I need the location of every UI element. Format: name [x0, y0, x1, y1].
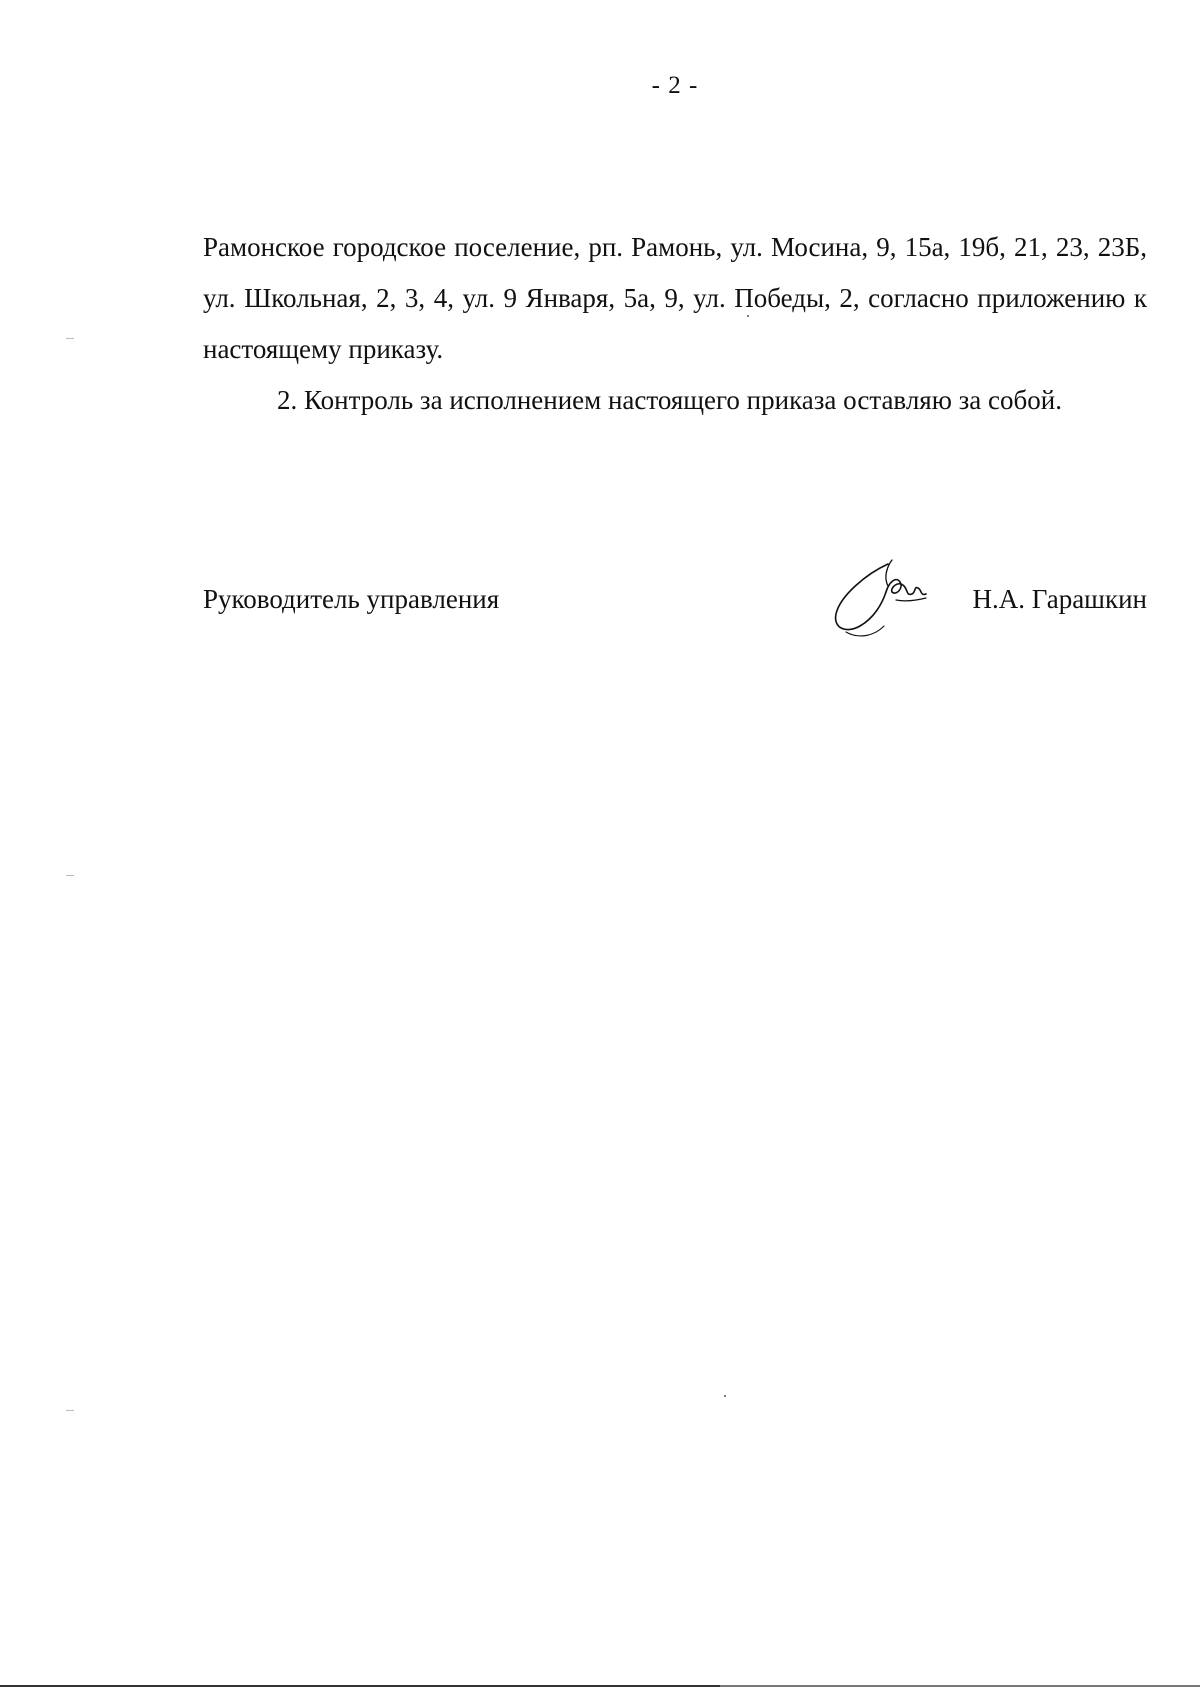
- paragraph-control-clause: 2. Контроль за исполнением настоящего приказа оставляю за собой.: [277, 385, 1062, 415]
- margin-mark: [66, 338, 74, 339]
- handwritten-signature: [826, 556, 936, 646]
- signer-position: Руководитель управления: [203, 584, 500, 614]
- margin-mark: [66, 875, 74, 876]
- margin-mark: [66, 1410, 74, 1411]
- paragraph-address-list: Рамонское городское поселение, рп. Рамонь, ул. Мосина, 9, 15а, 19б, 21, 23, 23Б, ул. Школьная, 2, 3, 4, ул. 9 Января, 5а, 9, ул. Победы, 2, согласно приложению к настоящему приказу.: [203, 232, 1147, 364]
- signature-block: [203, 562, 1147, 642]
- document-body: [203, 222, 1147, 426]
- scan-artifact: [747, 315, 749, 317]
- signer-name: Н.А. Гарашкин: [972, 584, 1147, 614]
- page-number: - 2 -: [651, 72, 699, 99]
- scan-edge-line: [0, 1685, 1200, 1687]
- scan-artifact: [724, 1395, 726, 1397]
